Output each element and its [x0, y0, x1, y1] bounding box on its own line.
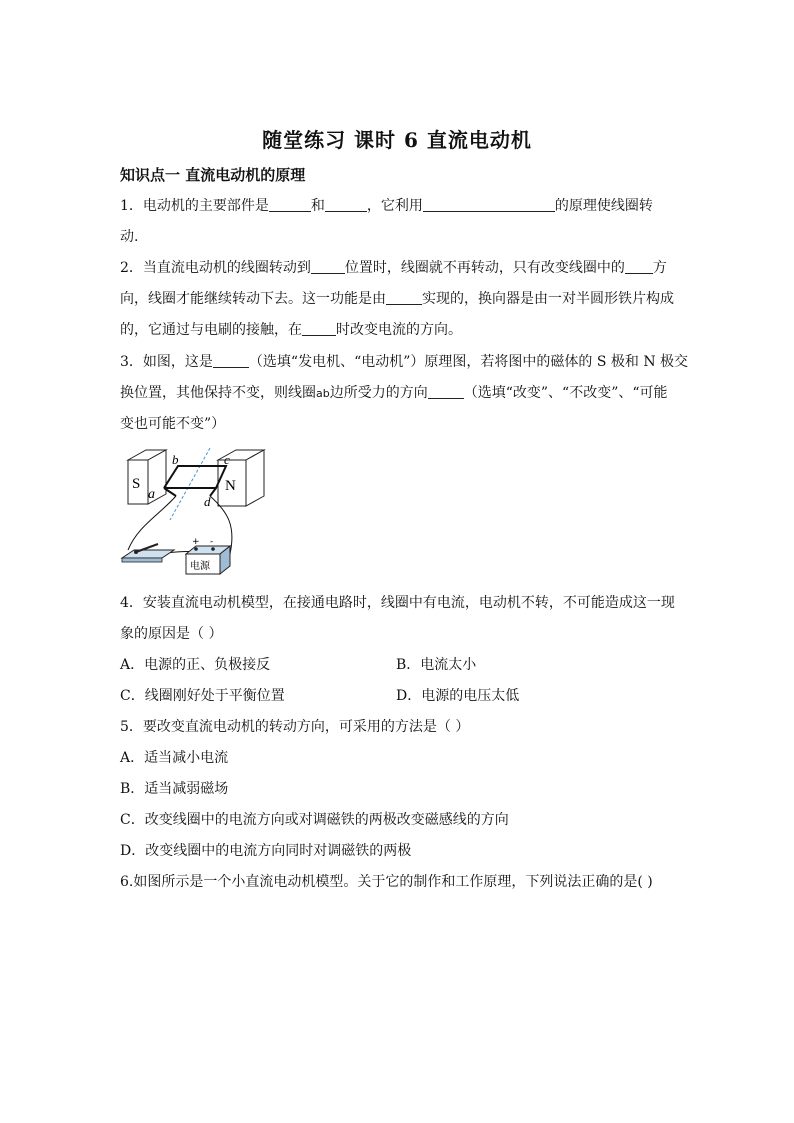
- question-4-line-1: 4．安装直流电动机模型，在接通电路时，线圈中有电流，电动机不转，不可能造成这一现: [120, 595, 675, 611]
- q2-text: 2．当直流电动机的线圈转动到: [120, 260, 311, 276]
- question-2-line-1: [120, 258, 667, 278]
- q3-text: 3．如图，这是: [120, 354, 213, 370]
- coil-label-b: b: [172, 452, 179, 467]
- positive-terminal-label: +: [192, 537, 200, 547]
- answer-blank: [428, 384, 464, 399]
- page-title: 随堂练习 课时 6 直流电动机: [262, 128, 532, 152]
- question-1-line-2: 动.: [120, 229, 139, 245]
- q4-option-a: A．电源的正、负极接反: [120, 657, 271, 673]
- coil-label-d: d: [204, 494, 211, 509]
- coil-label-c: c: [224, 452, 230, 467]
- q2-text: 时改变电流的方向。: [336, 322, 462, 338]
- q1-text-c: ，它利用: [366, 198, 423, 214]
- q2-text: 向，线圈才能继续转动下去。这一功能是由: [120, 291, 386, 307]
- q3-text: （选填“发电机、“电动机”）原理图，若将图中的磁体的 S 极和 N 极交: [248, 354, 689, 370]
- switch-base: [122, 550, 174, 558]
- answer-blank: [311, 259, 345, 274]
- question-3-line-3: 变也可能不变”）: [120, 416, 226, 432]
- q2-text: 位置时，线圈就不再转动，只有改变线圈中的: [344, 260, 625, 276]
- question-5-stem: 5．要改变直流电动机的转动方向，可采用的方法是（ ）: [120, 719, 470, 735]
- s-pole-label: S: [132, 476, 141, 492]
- q4-option-b: B．电流太小: [396, 657, 477, 673]
- coil: [164, 466, 226, 488]
- q4-option-c: C．线圈刚好处于平衡位置: [120, 688, 285, 704]
- q5-option-c: C．改变线圈中的电流方向或对调磁铁的两极改变磁感线的方向: [120, 812, 509, 828]
- answer-blank: [213, 353, 249, 368]
- q2-text: 方: [652, 260, 667, 276]
- power-label: 电源: [190, 561, 210, 572]
- q5-option-d: D．改变线圈中的电流方向同时对调磁铁的两极: [120, 843, 412, 859]
- question-4-line-2: 象的原因是（ ）: [120, 626, 223, 642]
- section-heading: 知识点一 直流电动机的原理: [120, 166, 306, 184]
- answer-blank: [302, 321, 336, 336]
- q1-text-d: 的原理使线圈转: [554, 198, 653, 214]
- q3-text: （选填“改变”、“不改变”、“可能: [463, 385, 668, 401]
- q5-option-a: A．适当减小电流: [120, 750, 229, 766]
- q3-text: 换位置，其他保持不变，则线圈: [120, 385, 316, 401]
- question-2-line-3: [120, 320, 462, 340]
- q3-ab-label: ab: [316, 387, 330, 400]
- q5-option-b: B．适当减弱磁场: [120, 781, 229, 797]
- answer-blank: [423, 197, 555, 212]
- question-1-line-1: [120, 196, 653, 216]
- negative-terminal-label: -: [210, 537, 214, 547]
- answer-blank: [625, 259, 653, 274]
- question-3-line-2: [120, 383, 668, 404]
- q2-text: 实现的，换向器是由一对半圆形铁片构成: [422, 291, 674, 307]
- motor-diagram: [118, 446, 274, 578]
- answer-blank: [325, 197, 367, 212]
- q3-text: 边所受力的方向: [329, 385, 428, 401]
- q2-text: 的，它通过与电刷的接触，在: [120, 322, 302, 338]
- question-6-stem: 6.如图所示是一个小直流电动机模型。关于它的制作和工作原理，下列说法正确的是( ): [120, 874, 653, 890]
- answer-blank: [269, 197, 311, 212]
- question-2-line-2: [120, 289, 674, 309]
- coil-label-a: a: [148, 487, 155, 502]
- q1-text-a: 1．电动机的主要部件是: [120, 198, 269, 214]
- q1-text-b: 和: [310, 198, 325, 214]
- answer-blank: [386, 290, 422, 305]
- n-pole-label: N: [225, 478, 236, 494]
- q4-option-d: D．电源的电压太低: [396, 688, 520, 704]
- question-3-line-1: [120, 352, 688, 372]
